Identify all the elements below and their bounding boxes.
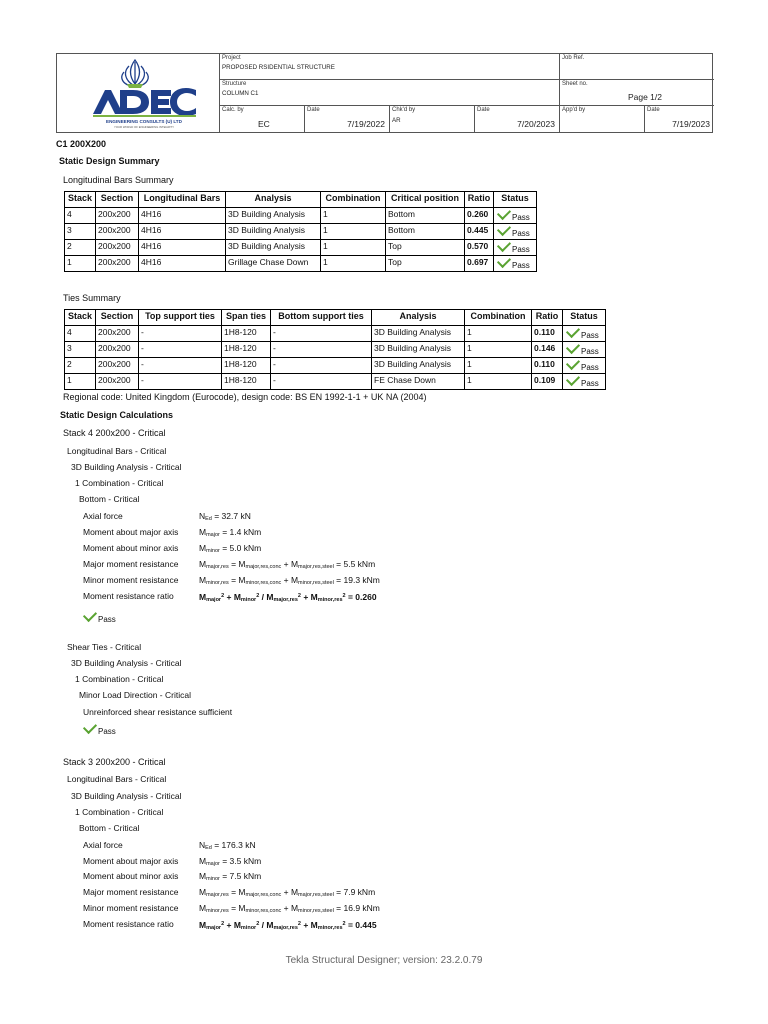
- date1-label: Date: [307, 107, 320, 113]
- table-cell: 1: [465, 326, 532, 342]
- table-cell: Bottom: [386, 224, 465, 240]
- table-row: [65, 374, 606, 390]
- table-cell: -: [139, 358, 222, 374]
- table-cell: 1H8-120: [222, 326, 271, 342]
- column-header: Stack: [65, 192, 96, 208]
- rmaj-formula: Mmajor,res = Mmajor,res,conc + Mmajor,res,steel = 7.9 kNm: [199, 887, 376, 898]
- table-row: [65, 240, 537, 256]
- table-row: [65, 342, 606, 358]
- column-header: Critical position: [386, 192, 465, 208]
- table-cell: 4H16: [139, 256, 226, 272]
- ratio-label: Moment resistance ratio: [83, 591, 174, 601]
- table-cell: 200x200: [96, 342, 139, 358]
- column-header: Combination: [321, 192, 386, 208]
- stack4-shear-analysis: 3D Building Analysis - Critical: [71, 658, 182, 668]
- calc-label: Calc. by: [222, 107, 244, 113]
- check-icon: [497, 238, 511, 252]
- table-row: [65, 326, 606, 342]
- jobref-cell: [560, 54, 714, 80]
- column-header: Analysis: [226, 192, 321, 208]
- date1-value: 7/19/2022: [347, 119, 385, 129]
- table-cell: 1: [65, 256, 96, 272]
- column-header: Span ties: [222, 310, 271, 326]
- date3-value: 7/19/2023: [672, 119, 710, 129]
- svg-text:YOUR WORLD OF ENGINEERING INTE: YOUR WORLD OF ENGINEERING INTEGRITY: [114, 125, 174, 129]
- date3-label: Date: [647, 107, 660, 113]
- table-cell: Top: [386, 240, 465, 256]
- ratio-label: Moment resistance ratio: [83, 919, 174, 929]
- page-title: C1 200X200: [56, 139, 107, 149]
- check-icon: [566, 372, 580, 386]
- rmin-label: Minor moment resistance: [83, 903, 179, 913]
- stack3-comb: 1 Combination - Critical: [75, 807, 164, 817]
- table-cell: 0.109: [532, 374, 563, 390]
- structure-cell: [220, 80, 560, 106]
- ties-caption: Ties Summary: [63, 293, 121, 303]
- table-cell: Grillage Chase Down: [226, 256, 321, 272]
- stack4-title: Stack 4 200x200 - Critical: [63, 428, 166, 438]
- stack4-comb: 1 Combination - Critical: [75, 478, 164, 488]
- status-cell: Pass: [494, 240, 537, 256]
- rmin-label: Minor moment resistance: [83, 575, 179, 585]
- table-row: [65, 224, 537, 240]
- table-cell: 1: [65, 374, 96, 390]
- table-cell: 2: [65, 240, 96, 256]
- table-cell: -: [271, 358, 372, 374]
- table-cell: Bottom: [386, 208, 465, 224]
- ties-summary-table: [64, 309, 606, 390]
- status-cell: Pass: [494, 256, 537, 272]
- adec-logo-icon: [57, 54, 220, 132]
- chk-cell: [390, 106, 475, 132]
- table-cell: FE Chase Down: [372, 374, 465, 390]
- mmaj-formula: Mmajor = 3.5 kNm: [199, 856, 262, 867]
- stack3-analysis: 3D Building Analysis - Critical: [71, 791, 182, 801]
- sheet-label: Sheet no.: [562, 81, 588, 87]
- column-header: Top support ties: [139, 310, 222, 326]
- calc-value: EC: [258, 119, 270, 129]
- table-cell: 1: [321, 256, 386, 272]
- rmin-formula: Mminor,res = Mminor,res,conc + Mminor,res,steel = 19.3 kNm: [199, 575, 380, 586]
- mmin-label: Moment about minor axis: [83, 871, 179, 881]
- table-cell: 3: [65, 224, 96, 240]
- table-cell: -: [139, 342, 222, 358]
- stack4-shear: Shear Ties - Critical: [67, 642, 142, 652]
- project-value: PROPOSED RSIDENTIAL STRUCTURE: [222, 64, 335, 71]
- stack4-shear-note: Unreinforced shear resistance sufficient: [83, 707, 233, 717]
- table-cell: Top: [386, 256, 465, 272]
- rmin-formula: Mminor,res = Mminor,res,conc + Mminor,res,steel = 16.9 kNm: [199, 903, 380, 914]
- table-cell: 4: [65, 326, 96, 342]
- stack4-analysis: 3D Building Analysis - Critical: [71, 462, 182, 472]
- check-icon: [566, 324, 580, 338]
- table-cell: 1: [465, 342, 532, 358]
- table-cell: 200x200: [96, 208, 139, 224]
- check-icon: [497, 206, 511, 220]
- table-cell: 4: [65, 208, 96, 224]
- table-cell: 1H8-120: [222, 342, 271, 358]
- stack3-title: Stack 3 200x200 - Critical: [63, 757, 166, 767]
- calc-heading: Static Design Calculations: [60, 410, 174, 420]
- table-cell: -: [139, 374, 222, 390]
- table-cell: 0.697: [465, 256, 494, 272]
- table-cell: 4H16: [139, 224, 226, 240]
- check-icon: [497, 222, 511, 236]
- status-cell: Pass: [563, 358, 606, 374]
- table-cell: 1: [465, 374, 532, 390]
- stack3-long: Longitudinal Bars - Critical: [67, 774, 167, 784]
- status-cell: Pass: [494, 208, 537, 224]
- table-cell: -: [139, 326, 222, 342]
- summary-heading: Static Design Summary: [59, 156, 160, 166]
- table-header-row: [65, 192, 537, 208]
- column-header: Combination: [465, 310, 532, 326]
- table-cell: 1H8-120: [222, 358, 271, 374]
- table-cell: 3D Building Analysis: [372, 342, 465, 358]
- column-header: Status: [563, 310, 606, 326]
- column-header: Ratio: [532, 310, 563, 326]
- table-cell: 1: [321, 208, 386, 224]
- table-cell: 200x200: [96, 224, 139, 240]
- page-footer: Tekla Structural Designer; version: 23.2.0.79: [285, 955, 483, 966]
- table-cell: 1: [321, 224, 386, 240]
- table-cell: -: [271, 326, 372, 342]
- ratio-formula: Mmajor$^2$ + Mminor$^2$ / Mmajor,res$^2$ + Mminor,res$^2$ = 0.260: [199, 592, 377, 603]
- stack4-shear-comb: 1 Combination - Critical: [75, 674, 164, 684]
- structure-label: Structure: [222, 81, 247, 87]
- column-header: Bottom support ties: [271, 310, 372, 326]
- axial-formula: NEd = 32.7 kN: [199, 511, 251, 522]
- axial-formula: NEd = 176.3 kN: [199, 840, 256, 851]
- project-cell: [220, 54, 560, 80]
- stack4-shear-dir: Minor Load Direction - Critical: [79, 690, 191, 700]
- table-row: [65, 358, 606, 374]
- column-header: Ratio: [465, 192, 494, 208]
- table-cell: 1: [321, 240, 386, 256]
- mmaj-label: Moment about major axis: [83, 527, 179, 537]
- status-cell: Pass: [563, 326, 606, 342]
- chk-value: AR: [392, 117, 401, 124]
- date2-cell: [475, 106, 560, 132]
- company-logo: [57, 54, 220, 132]
- regional-code: Regional code: United Kingdom (Eurocode), design code: BS EN 1992-1-1 + UK NA (2004): [63, 392, 427, 402]
- table-cell: 3D Building Analysis: [372, 326, 465, 342]
- project-label: Project: [222, 55, 241, 61]
- column-header: Status: [494, 192, 537, 208]
- stack4-long: Longitudinal Bars - Critical: [67, 446, 167, 456]
- table-cell: 3: [65, 342, 96, 358]
- table-cell: 0.445: [465, 224, 494, 240]
- table-cell: 4H16: [139, 240, 226, 256]
- table-cell: 0.570: [465, 240, 494, 256]
- rmaj-label: Major moment resistance: [83, 887, 179, 897]
- table-row: [65, 208, 537, 224]
- table-cell: 200x200: [96, 326, 139, 342]
- mmin-formula: Mminor = 5.0 kNm: [199, 543, 262, 554]
- rmaj-formula: Mmajor,res = Mmajor,res,conc + Mmajor,res,steel = 5.5 kNm: [199, 559, 376, 570]
- column-header: Section: [96, 192, 139, 208]
- table-header-row: [65, 310, 606, 326]
- mmin-label: Moment about minor axis: [83, 543, 179, 553]
- sheet-value: Page 1/2: [627, 92, 662, 102]
- app-label: App'd by: [562, 107, 586, 113]
- check-icon: [566, 340, 580, 354]
- table-cell: 1: [465, 358, 532, 374]
- ratio-formula: Mmajor$^2$ + Mminor$^2$ / Mmajor,res$^2$ + Mminor,res$^2$ = 0.445: [199, 920, 377, 931]
- jobref-label: Job Ref.: [562, 55, 585, 61]
- table-cell: 200x200: [96, 240, 139, 256]
- status-cell: Pass: [494, 224, 537, 240]
- status-cell: Pass: [563, 374, 606, 390]
- date1-cell: [305, 106, 390, 132]
- column-header: Analysis: [372, 310, 465, 326]
- column-header: Longitudinal Bars: [139, 192, 226, 208]
- table-cell: 1H8-120: [222, 374, 271, 390]
- date2-label: Date: [477, 107, 490, 113]
- table-cell: 0.260: [465, 208, 494, 224]
- table-cell: 0.146: [532, 342, 563, 358]
- stack3-pos: Bottom - Critical: [79, 823, 140, 833]
- pass-indicator: Pass: [82, 722, 116, 733]
- svg-text:ENGINEERING CONSULTS (U) LTD: ENGINEERING CONSULTS (U) LTD: [106, 119, 182, 124]
- stack4-pos: Bottom - Critical: [79, 494, 140, 504]
- table-cell: 0.110: [532, 326, 563, 342]
- table-cell: 200x200: [96, 374, 139, 390]
- table-cell: -: [271, 342, 372, 358]
- table-cell: -: [271, 374, 372, 390]
- rmaj-label: Major moment resistance: [83, 559, 179, 569]
- structure-value: COLUMN C1: [222, 90, 259, 97]
- mmin-formula: Mminor = 7.5 kNm: [199, 871, 262, 882]
- date3-cell: [645, 106, 714, 132]
- mmaj-label: Moment about major axis: [83, 856, 179, 866]
- title-block: [56, 53, 713, 133]
- date2-value: 7/20/2023: [517, 119, 555, 129]
- axial-label: Axial force: [83, 511, 123, 521]
- app-cell: [560, 106, 645, 132]
- table-cell: 4H16: [139, 208, 226, 224]
- check-icon: [83, 720, 97, 734]
- column-header: Section: [96, 310, 139, 326]
- table-cell: 3D Building Analysis: [226, 224, 321, 240]
- table-row: [65, 256, 537, 272]
- table-cell: 200x200: [96, 256, 139, 272]
- sheet-cell: [560, 80, 714, 106]
- pass-indicator: Pass: [82, 610, 116, 621]
- mmaj-formula: Mmajor = 1.4 kNm: [199, 527, 262, 538]
- table-cell: 2: [65, 358, 96, 374]
- check-icon: [83, 608, 97, 622]
- check-icon: [566, 356, 580, 370]
- chk-label: Chk'd by: [392, 107, 416, 113]
- table-cell: 3D Building Analysis: [372, 358, 465, 374]
- status-cell: Pass: [563, 342, 606, 358]
- calc-cell: [220, 106, 305, 132]
- column-header: Stack: [65, 310, 96, 326]
- longitudinal-summary-table: [64, 191, 537, 272]
- table-cell: 200x200: [96, 358, 139, 374]
- table-cell: 3D Building Analysis: [226, 208, 321, 224]
- long-caption: Longitudinal Bars Summary: [63, 175, 174, 185]
- table-cell: 0.110: [532, 358, 563, 374]
- table-cell: 3D Building Analysis: [226, 240, 321, 256]
- axial-label: Axial force: [83, 840, 123, 850]
- check-icon: [497, 254, 511, 268]
